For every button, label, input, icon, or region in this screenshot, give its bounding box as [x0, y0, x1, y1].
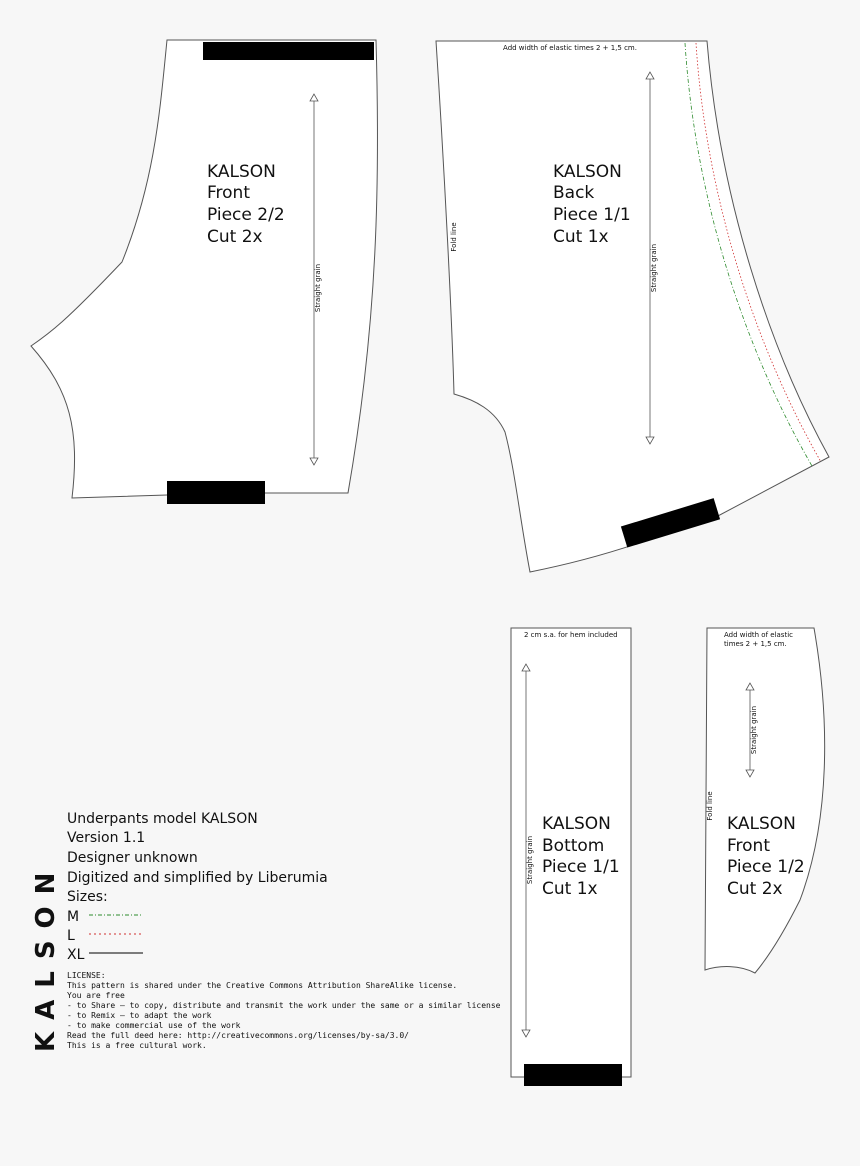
license-line-7: Read the full deed here: http://creativecommons.org/licenses/by-sa/3.0/ — [67, 1031, 409, 1040]
piece-back-fold-label: Fold line — [450, 222, 458, 252]
piece-front-1-grain-label: Straight grain — [750, 705, 758, 755]
info-block — [31, 811, 501, 1052]
piece-front-1-note-1: Add width of elastic — [724, 631, 793, 639]
piece-front-2-outline — [31, 40, 378, 498]
piece-back-label-4: Cut 1x — [553, 227, 609, 247]
vertical-title: KALSON — [31, 860, 61, 1052]
license-line-4: - to Share — to copy, distribute and transmit the work under the same or a similar license — [67, 1001, 501, 1010]
piece-back-outline — [436, 41, 829, 572]
piece-back-note: Add width of elastic times 2 + 1,5 cm. — [503, 44, 637, 52]
piece-bottom-note: 2 cm s.a. for hem included — [524, 631, 618, 639]
piece-bottom-label-4: Cut 1x — [542, 879, 598, 899]
piece-front-1-label-3: Piece 1/2 — [727, 857, 805, 877]
piece-bottom — [511, 628, 631, 1086]
piece-front-2-label-3: Piece 2/2 — [207, 205, 285, 225]
info-line-model: Underpants model KALSON — [67, 811, 258, 827]
piece-bottom-grain-label: Straight grain — [526, 835, 534, 885]
piece-back-grain-label: Straight grain — [650, 243, 658, 293]
license-line-1: LICENSE: — [67, 971, 106, 980]
piece-bottom-elastic-mark — [524, 1064, 622, 1086]
piece-back-label-1: KALSON — [553, 162, 622, 182]
info-line-version: Version 1.1 — [67, 830, 146, 846]
piece-front-2 — [31, 40, 378, 504]
license-line-2: This pattern is shared under the Creative Commons Attribution ShareAlike license. — [67, 981, 458, 990]
info-line-designer: Designer unknown — [67, 850, 198, 866]
piece-bottom-label-2: Bottom — [542, 836, 605, 856]
size-l-label: L — [67, 928, 75, 944]
license-line-3: You are free — [67, 991, 125, 1000]
piece-front-2-elastic-mark-top — [203, 42, 374, 60]
piece-front-2-grain-label: Straight grain — [314, 263, 322, 313]
piece-front-2-label-2: Front — [207, 183, 250, 203]
piece-front-1-label-2: Front — [727, 836, 770, 856]
info-line-sizes: Sizes: — [67, 889, 108, 905]
size-m-label: M — [67, 909, 80, 925]
piece-bottom-label-1: KALSON — [542, 814, 611, 834]
license-line-5: - to Remix — to adapt the work — [67, 1011, 212, 1020]
piece-front-1-label-1: KALSON — [727, 814, 796, 834]
piece-front-1-fold-label: Fold line — [706, 791, 714, 821]
piece-front-2-elastic-mark-bottom — [167, 481, 265, 504]
piece-front-1-outline — [705, 628, 825, 973]
piece-front-1-label-4: Cut 2x — [727, 879, 783, 899]
license-line-6: - to make commercial use of the work — [67, 1021, 241, 1030]
piece-front-1-note-2: times 2 + 1,5 cm. — [724, 640, 787, 648]
size-xl-label: XL — [67, 947, 85, 963]
piece-back-label-3: Piece 1/1 — [553, 205, 631, 225]
piece-front-2-label-1: KALSON — [207, 162, 276, 182]
piece-back-label-2: Back — [553, 183, 595, 203]
piece-front-1 — [705, 628, 825, 973]
piece-back — [436, 41, 829, 572]
piece-bottom-label-3: Piece 1/1 — [542, 857, 620, 877]
license-line-8: This is a free cultural work. — [67, 1041, 207, 1050]
piece-front-2-label-4: Cut 2x — [207, 227, 263, 247]
info-line-digitized: Digitized and simplified by Liberumia — [67, 870, 328, 886]
